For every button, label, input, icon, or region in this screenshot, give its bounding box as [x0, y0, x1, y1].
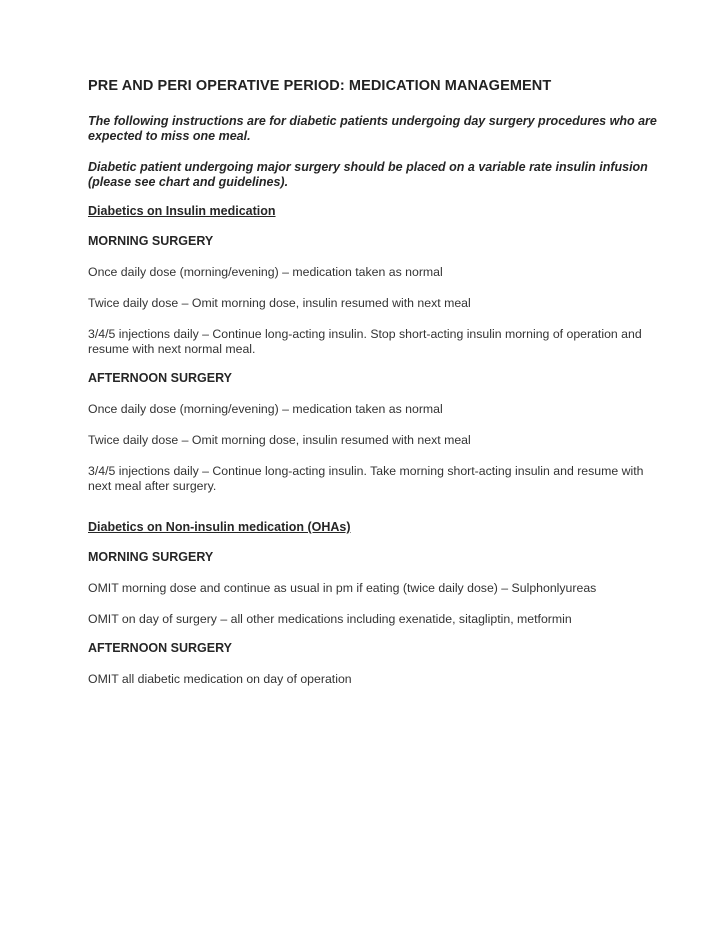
non-insulin-afternoon-heading: AFTERNOON SURGERY	[88, 641, 232, 655]
non-insulin-afternoon-omit-all: OMIT all diabetic medication on day of operation	[88, 672, 352, 686]
non-insulin-section	[88, 520, 658, 687]
insulin-afternoon-heading: AFTERNOON SURGERY	[88, 371, 232, 385]
insulin-section	[88, 204, 658, 494]
non-insulin-morning-heading: MORNING SURGERY	[88, 550, 214, 564]
intro-major-surgery: Diabetic patient undergoing major surgery should be placed on a variable rate insulin infusion (please see chart and guidelines).	[88, 160, 648, 189]
insulin-afternoon-once-daily: Once daily dose (morning/evening) – medication taken as normal	[88, 402, 443, 416]
insulin-morning-multiple-injections: 3/4/5 injections daily – Continue long-acting insulin. Stop short-acting insulin morning of operation and resume with next normal meal.	[88, 327, 642, 356]
intro-day-surgery: The following instructions are for diabetic patients undergoing day surgery procedures who are expected to miss one meal.	[88, 114, 657, 143]
insulin-morning-heading: MORNING SURGERY	[88, 234, 214, 248]
document-title: PRE AND PERI OPERATIVE PERIOD: MEDICATION MANAGEMENT	[88, 78, 552, 94]
insulin-morning-once-daily: Once daily dose (morning/evening) – medication taken as normal	[88, 265, 443, 279]
insulin-afternoon-multiple-injections: 3/4/5 injections daily – Continue long-acting insulin. Take morning short-acting insulin and resume with next meal after surgery.	[88, 464, 644, 493]
non-insulin-morning-sulphonylureas: OMIT morning dose and continue as usual in pm if eating (twice daily dose) – Sulphonlyureas	[88, 581, 597, 595]
non-insulin-section-heading: Diabetics on Non-insulin medication (OHAs)	[88, 520, 351, 534]
insulin-morning-block	[88, 234, 658, 357]
non-insulin-morning-block	[88, 550, 658, 627]
non-insulin-morning-other-medications: OMIT on day of surgery – all other medications including exenatide, sitagliptin, metformin	[88, 612, 572, 626]
insulin-morning-twice-daily: Twice daily dose – Omit morning dose, insulin resumed with next meal	[88, 296, 471, 310]
insulin-section-heading: Diabetics on Insulin medication	[88, 204, 276, 218]
insulin-afternoon-twice-daily: Twice daily dose – Omit morning dose, insulin resumed with next meal	[88, 433, 471, 447]
insulin-afternoon-block	[88, 371, 658, 494]
document-content	[88, 78, 658, 703]
non-insulin-afternoon-block	[88, 641, 658, 687]
